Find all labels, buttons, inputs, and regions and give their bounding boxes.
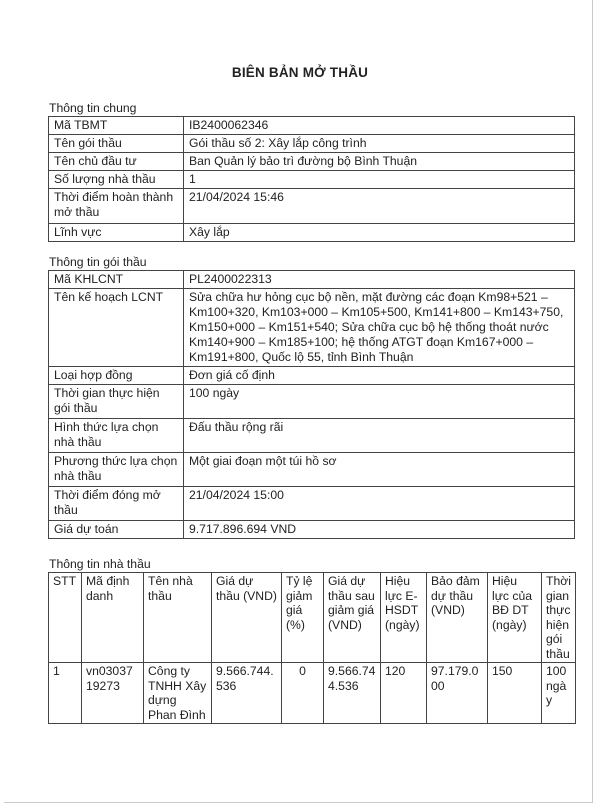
field-label: Hình thức lựa chọn nhà thầu — [49, 419, 184, 453]
table-row — [49, 663, 576, 724]
field-value: Ban Quản lý bảo trì đường bộ Bình Thuận — [184, 153, 575, 171]
column-header: Giá dự thầu (VND) — [212, 573, 282, 663]
package-info-table — [48, 270, 575, 539]
field-label: Tên kế hoạch LCNT — [49, 289, 184, 367]
table-row — [49, 153, 575, 171]
cell-stt: 1 — [49, 663, 82, 724]
field-label: Lĩnh vực — [49, 224, 184, 242]
column-header: Giá dự thầu sau giảm giá (VND) — [324, 573, 381, 663]
field-value: 21/04/2024 15:46 — [184, 189, 575, 224]
field-value: PL2400022313 — [184, 271, 575, 289]
cell-validity: 120 — [381, 663, 427, 724]
field-value: 1 — [184, 171, 575, 189]
field-label: Giá dự toán — [49, 521, 184, 539]
general-info-heading: Thông tin chung — [49, 101, 137, 115]
contractor-info-heading: Thông tin nhà thầu — [49, 557, 151, 571]
field-value: 21/04/2024 15:00 — [184, 487, 575, 521]
field-value: Một giai đoạn một túi hồ sơ — [184, 453, 575, 487]
cell-guarantee-validity: 150 — [488, 663, 542, 724]
cell-duration: 100 ngày — [542, 663, 576, 724]
field-value: IB2400062346 — [184, 117, 575, 135]
field-label: Tên chủ đầu tư — [49, 153, 184, 171]
table-row — [49, 289, 575, 367]
document-title: BIÊN BẢN MỞ THẦU — [231, 65, 369, 80]
cell-price-after-discount: 9.566.744.536 — [324, 663, 381, 724]
table-row — [49, 171, 575, 189]
package-info-heading: Thông tin gói thầu — [49, 255, 147, 269]
column-header: STT — [49, 573, 82, 663]
column-header: Hiệu lực E-HSDT (ngày) — [381, 573, 427, 663]
cell-discount: 0 — [282, 663, 324, 724]
column-header: Tên nhà thầu — [144, 573, 212, 663]
field-label: Mã KHLCNT — [49, 271, 184, 289]
table-row — [49, 189, 575, 224]
field-label: Thời điểm đóng mở thầu — [49, 487, 184, 521]
table-row — [49, 224, 575, 242]
field-value: 100 ngày — [184, 385, 575, 419]
table-row — [49, 385, 575, 419]
general-info-table — [48, 116, 575, 242]
column-header: Mã định danh — [82, 573, 144, 663]
table-header-row — [49, 573, 576, 663]
table-row — [49, 487, 575, 521]
table-row — [49, 367, 575, 385]
field-label: Tên gói thầu — [49, 135, 184, 153]
field-value: 9.717.896.694 VND — [184, 521, 575, 539]
field-label: Thời điểm hoàn thành mở thầu — [49, 189, 184, 224]
cell-identifier: vn0303719273 — [82, 663, 144, 724]
cell-contractor-name: Công ty TNHH Xây dựng Phan Đình — [144, 663, 212, 724]
column-header: Bảo đảm dự thầu (VND) — [427, 573, 488, 663]
contractor-table — [48, 572, 576, 724]
field-label: Loại hợp đồng — [49, 367, 184, 385]
field-value: Gói thầu số 2: Xây lắp công trình — [184, 135, 575, 153]
field-value: Đấu thầu rộng rãi — [184, 419, 575, 453]
field-label: Thời gian thực hiện gói thầu — [49, 385, 184, 419]
cell-bid-price: 9.566.744.536 — [212, 663, 282, 724]
field-label: Mã TBMT — [49, 117, 184, 135]
cell-guarantee: 97.179.000 — [427, 663, 488, 724]
field-label: Phương thức lựa chọn nhà thầu — [49, 453, 184, 487]
table-row — [49, 419, 575, 453]
table-row — [49, 135, 575, 153]
column-header: Tỷ lệ giảm giá (%) — [282, 573, 324, 663]
table-row — [49, 453, 575, 487]
field-value: Đơn giá cố định — [184, 367, 575, 385]
column-header: Hiệu lực của BĐ DT (ngày) — [488, 573, 542, 663]
field-label: Số lượng nhà thầu — [49, 171, 184, 189]
table-row — [49, 521, 575, 539]
table-row — [49, 271, 575, 289]
field-value: Sửa chữa hư hỏng cục bộ nền, mặt đường các đoạn Km98+521 – Km100+320, Km103+000 – Km105+500, Km141+800 – Km143+750, Km150+000 – Km151+540; Sửa chữa cục bộ hệ thống thoát nước Km140+900 – Km185+100; hệ thống ATGT đoạn Km167+000 – Km191+800, Quốc lộ 55, tỉnh Bình Thuận — [184, 289, 575, 367]
column-header: Thời gian thực hiện gói thầu — [542, 573, 576, 663]
table-row — [49, 117, 575, 135]
field-value: Xây lắp — [184, 224, 575, 242]
